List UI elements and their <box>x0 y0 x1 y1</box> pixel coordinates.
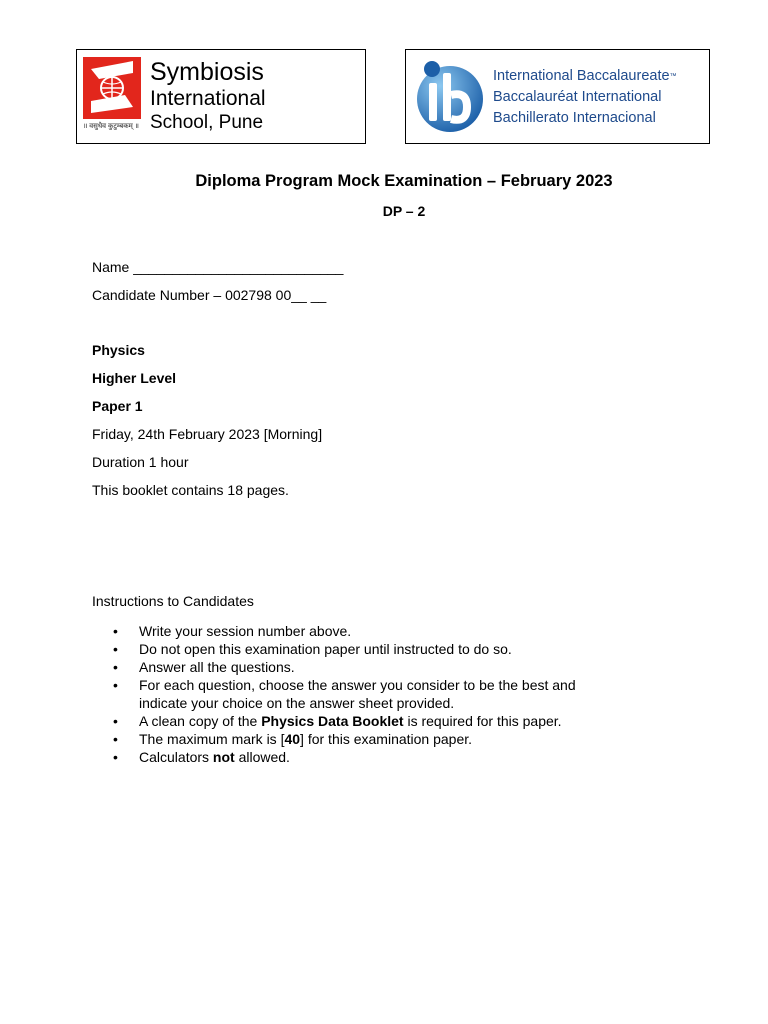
instruction-item: • A clean copy of the Physics Data Booklet is required for this paper. <box>113 713 562 729</box>
candidate-name-field[interactable]: Name ___________________________ <box>92 259 344 275</box>
exam-level-detail: Higher Level <box>92 370 177 386</box>
exam-date: Friday, 24th February 2023 [Morning] <box>92 426 323 442</box>
symbiosis-motto: ॥ वसुधैव कुटुम्बकम् ॥ <box>83 123 139 130</box>
ib-line-english: International Baccalaureate™ <box>493 68 677 84</box>
exam-level: DP – 2 <box>382 203 426 219</box>
exam-title: Diploma Program Mock Examination – February 2023 <box>195 172 613 190</box>
ib-name-lines <box>493 66 677 129</box>
candidate-number-field[interactable]: Candidate Number – 002798 00__ __ <box>92 287 327 303</box>
exam-page-count: This booklet contains 18 pages. <box>92 482 289 498</box>
exam-paper: Paper 1 <box>92 398 143 414</box>
instructions-list <box>92 622 652 766</box>
instruction-item: • Answer all the questions. <box>113 659 295 675</box>
exam-duration: Duration 1 hour <box>92 454 189 470</box>
instructions-heading: Instructions to Candidates <box>92 593 254 609</box>
bullet-icon: • <box>113 641 118 657</box>
symbiosis-subtitle-school: School, Pune <box>150 112 264 133</box>
ib-line-spanish: Bachillerato Internacional <box>493 110 656 126</box>
ib-line-french: Baccalauréat International <box>493 89 662 105</box>
ib-logo-box <box>405 49 710 144</box>
symbiosis-subtitle-international: International <box>150 87 266 110</box>
instruction-item: • The maximum mark is [40] for this examination paper. <box>113 731 473 747</box>
bullet-icon: • <box>113 713 118 729</box>
bullet-icon: • <box>113 659 118 675</box>
instruction-item: • For each question, choose the answer you consider to be the best and indicate your choice on the answer sheet provided. <box>113 677 576 711</box>
instruction-item: • Write your session number above. <box>113 623 352 639</box>
instruction-item: • Calculators not allowed. <box>113 749 290 765</box>
ib-emblem-icon <box>412 55 484 139</box>
bullet-icon: • <box>113 677 118 693</box>
bullet-icon: • <box>113 623 118 639</box>
symbiosis-title: Symbiosis <box>150 58 264 86</box>
bullet-icon: • <box>113 749 118 765</box>
instruction-item: • Do not open this examination paper until instructed to do so. <box>113 641 512 657</box>
symbiosis-logo-box <box>76 49 366 144</box>
bullet-icon: • <box>113 731 118 747</box>
exam-subject: Physics <box>92 342 145 358</box>
